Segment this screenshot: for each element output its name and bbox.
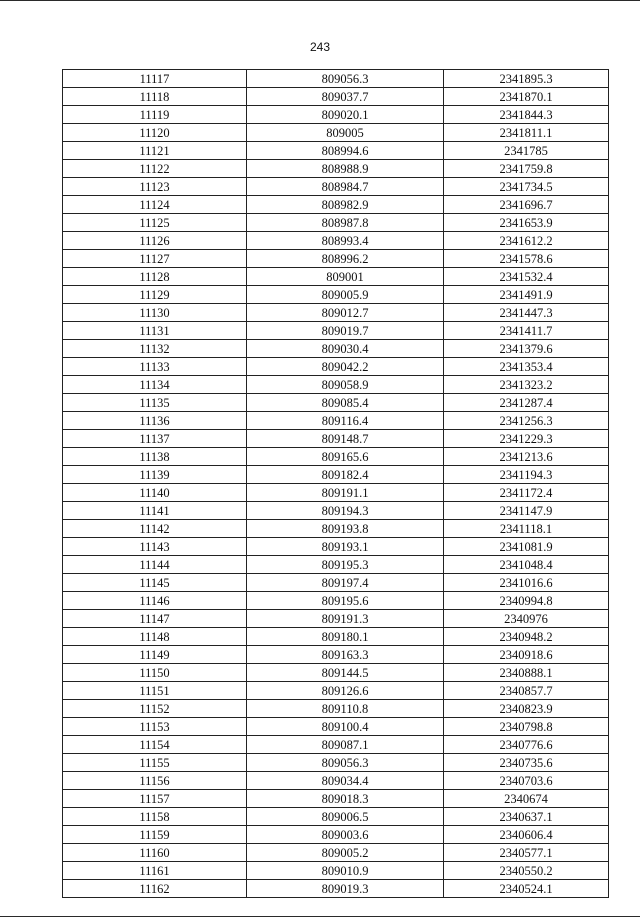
y-coordinate-cell: 2341411.7	[444, 322, 609, 340]
x-coordinate-cell: 809042.2	[247, 358, 444, 376]
x-coordinate-cell: 809163.3	[247, 646, 444, 664]
point-id-cell: 11135	[63, 394, 247, 412]
table-row	[63, 214, 609, 232]
table-row	[63, 304, 609, 322]
y-coordinate-cell: 2341172.4	[444, 484, 609, 502]
table-row	[63, 340, 609, 358]
y-coordinate-cell: 2340888.1	[444, 664, 609, 682]
x-coordinate-cell: 808988.9	[247, 160, 444, 178]
page-number: 243	[309, 40, 331, 54]
y-coordinate-cell: 2340857.7	[444, 682, 609, 700]
table-row	[63, 88, 609, 106]
y-coordinate-cell: 2340524.1	[444, 880, 609, 898]
y-coordinate-cell: 2340918.6	[444, 646, 609, 664]
x-coordinate-cell: 809087.1	[247, 736, 444, 754]
point-id-cell: 11126	[63, 232, 247, 250]
table-row	[63, 484, 609, 502]
point-id-cell: 11144	[63, 556, 247, 574]
point-id-cell: 11146	[63, 592, 247, 610]
table-row	[63, 808, 609, 826]
table-row	[63, 250, 609, 268]
point-id-cell: 11161	[63, 862, 247, 880]
table-row	[63, 844, 609, 862]
coordinates-table	[62, 69, 609, 898]
table-row	[63, 682, 609, 700]
y-coordinate-cell: 2341811.1	[444, 124, 609, 142]
point-id-cell: 11150	[63, 664, 247, 682]
x-coordinate-cell: 809195.6	[247, 592, 444, 610]
table-row	[63, 160, 609, 178]
point-id-cell: 11120	[63, 124, 247, 142]
table-row	[63, 502, 609, 520]
y-coordinate-cell: 2340823.9	[444, 700, 609, 718]
y-coordinate-cell: 2341734.5	[444, 178, 609, 196]
table-row	[63, 772, 609, 790]
y-coordinate-cell: 2341213.6	[444, 448, 609, 466]
point-id-cell: 11123	[63, 178, 247, 196]
point-id-cell: 11137	[63, 430, 247, 448]
x-coordinate-cell: 809056.3	[247, 754, 444, 772]
table-row	[63, 268, 609, 286]
y-coordinate-cell: 2341229.3	[444, 430, 609, 448]
table-row	[63, 790, 609, 808]
table-row	[63, 70, 609, 88]
table-row	[63, 124, 609, 142]
point-id-cell: 11121	[63, 142, 247, 160]
table-row	[63, 520, 609, 538]
y-coordinate-cell: 2340703.6	[444, 772, 609, 790]
table-row	[63, 700, 609, 718]
point-id-cell: 11136	[63, 412, 247, 430]
point-id-cell: 11134	[63, 376, 247, 394]
y-coordinate-cell: 2341491.9	[444, 286, 609, 304]
x-coordinate-cell: 809148.7	[247, 430, 444, 448]
x-coordinate-cell: 809003.6	[247, 826, 444, 844]
table-row	[63, 664, 609, 682]
point-id-cell: 11142	[63, 520, 247, 538]
x-coordinate-cell: 808993.4	[247, 232, 444, 250]
x-coordinate-cell: 809191.3	[247, 610, 444, 628]
table-row	[63, 574, 609, 592]
point-id-cell: 11138	[63, 448, 247, 466]
point-id-cell: 11156	[63, 772, 247, 790]
table-row	[63, 646, 609, 664]
point-id-cell: 11149	[63, 646, 247, 664]
point-id-cell: 11162	[63, 880, 247, 898]
table-row	[63, 322, 609, 340]
y-coordinate-cell: 2340976	[444, 610, 609, 628]
table-row	[63, 736, 609, 754]
scan-edge-top	[0, 0, 640, 1]
x-coordinate-cell: 809037.7	[247, 88, 444, 106]
y-coordinate-cell: 2341532.4	[444, 268, 609, 286]
y-coordinate-cell: 2340948.2	[444, 628, 609, 646]
x-coordinate-cell: 808987.8	[247, 214, 444, 232]
y-coordinate-cell: 2341118.1	[444, 520, 609, 538]
x-coordinate-cell: 808994.6	[247, 142, 444, 160]
point-id-cell: 11122	[63, 160, 247, 178]
x-coordinate-cell: 809058.9	[247, 376, 444, 394]
y-coordinate-cell: 2341785	[444, 142, 609, 160]
table-row	[63, 286, 609, 304]
table-row	[63, 178, 609, 196]
table-row	[63, 448, 609, 466]
y-coordinate-cell: 2341016.6	[444, 574, 609, 592]
y-coordinate-cell: 2341870.1	[444, 88, 609, 106]
x-coordinate-cell: 809005	[247, 124, 444, 142]
x-coordinate-cell: 809100.4	[247, 718, 444, 736]
y-coordinate-cell: 2340798.8	[444, 718, 609, 736]
table-row	[63, 880, 609, 898]
y-coordinate-cell: 2340577.1	[444, 844, 609, 862]
x-coordinate-cell: 809019.7	[247, 322, 444, 340]
x-coordinate-cell: 809110.8	[247, 700, 444, 718]
x-coordinate-cell: 809116.4	[247, 412, 444, 430]
point-id-cell: 11158	[63, 808, 247, 826]
x-coordinate-cell: 809012.7	[247, 304, 444, 322]
y-coordinate-cell: 2340674	[444, 790, 609, 808]
y-coordinate-cell: 2341353.4	[444, 358, 609, 376]
point-id-cell: 11151	[63, 682, 247, 700]
y-coordinate-cell: 2341194.3	[444, 466, 609, 484]
x-coordinate-cell: 809194.3	[247, 502, 444, 520]
table-row	[63, 610, 609, 628]
x-coordinate-cell: 809193.1	[247, 538, 444, 556]
y-coordinate-cell: 2341048.4	[444, 556, 609, 574]
x-coordinate-cell: 809001	[247, 268, 444, 286]
table-row	[63, 106, 609, 124]
y-coordinate-cell: 2340637.1	[444, 808, 609, 826]
x-coordinate-cell: 809018.3	[247, 790, 444, 808]
y-coordinate-cell: 2341895.3	[444, 70, 609, 88]
table-row	[63, 358, 609, 376]
point-id-cell: 11117	[63, 70, 247, 88]
y-coordinate-cell: 2341759.8	[444, 160, 609, 178]
point-id-cell: 11132	[63, 340, 247, 358]
x-coordinate-cell: 809034.4	[247, 772, 444, 790]
x-coordinate-cell: 808984.7	[247, 178, 444, 196]
point-id-cell: 11131	[63, 322, 247, 340]
x-coordinate-cell: 809006.5	[247, 808, 444, 826]
table-row	[63, 196, 609, 214]
point-id-cell: 11160	[63, 844, 247, 862]
x-coordinate-cell: 809182.4	[247, 466, 444, 484]
y-coordinate-cell: 2340776.6	[444, 736, 609, 754]
y-coordinate-cell: 2341379.6	[444, 340, 609, 358]
table-row	[63, 862, 609, 880]
x-coordinate-cell: 809005.2	[247, 844, 444, 862]
y-coordinate-cell: 2340550.2	[444, 862, 609, 880]
point-id-cell: 11147	[63, 610, 247, 628]
y-coordinate-cell: 2341256.3	[444, 412, 609, 430]
y-coordinate-cell: 2341696.7	[444, 196, 609, 214]
point-id-cell: 11159	[63, 826, 247, 844]
point-id-cell: 11152	[63, 700, 247, 718]
x-coordinate-cell: 809165.6	[247, 448, 444, 466]
x-coordinate-cell: 809030.4	[247, 340, 444, 358]
y-coordinate-cell: 2341081.9	[444, 538, 609, 556]
point-id-cell: 11125	[63, 214, 247, 232]
point-id-cell: 11127	[63, 250, 247, 268]
point-id-cell: 11118	[63, 88, 247, 106]
point-id-cell: 11128	[63, 268, 247, 286]
x-coordinate-cell: 809019.3	[247, 880, 444, 898]
x-coordinate-cell: 809085.4	[247, 394, 444, 412]
table-row	[63, 394, 609, 412]
point-id-cell: 11129	[63, 286, 247, 304]
point-id-cell: 11140	[63, 484, 247, 502]
table-row	[63, 556, 609, 574]
point-id-cell: 11143	[63, 538, 247, 556]
y-coordinate-cell: 2341287.4	[444, 394, 609, 412]
y-coordinate-cell: 2341147.9	[444, 502, 609, 520]
point-id-cell: 11139	[63, 466, 247, 484]
table-row	[63, 754, 609, 772]
point-id-cell: 11119	[63, 106, 247, 124]
point-id-cell: 11145	[63, 574, 247, 592]
table-row	[63, 826, 609, 844]
y-coordinate-cell: 2341653.9	[444, 214, 609, 232]
x-coordinate-cell: 809180.1	[247, 628, 444, 646]
point-id-cell: 11130	[63, 304, 247, 322]
point-id-cell: 11155	[63, 754, 247, 772]
y-coordinate-cell: 2340735.6	[444, 754, 609, 772]
x-coordinate-cell: 809195.3	[247, 556, 444, 574]
point-id-cell: 11124	[63, 196, 247, 214]
point-id-cell: 11148	[63, 628, 247, 646]
x-coordinate-cell: 809126.6	[247, 682, 444, 700]
table-row	[63, 628, 609, 646]
point-id-cell: 11141	[63, 502, 247, 520]
table-row	[63, 430, 609, 448]
x-coordinate-cell: 809197.4	[247, 574, 444, 592]
table-row	[63, 412, 609, 430]
table-row	[63, 232, 609, 250]
table-row	[63, 142, 609, 160]
x-coordinate-cell: 809056.3	[247, 70, 444, 88]
y-coordinate-cell: 2340994.8	[444, 592, 609, 610]
y-coordinate-cell: 2341323.2	[444, 376, 609, 394]
point-id-cell: 11133	[63, 358, 247, 376]
point-id-cell: 11157	[63, 790, 247, 808]
x-coordinate-cell: 808982.9	[247, 196, 444, 214]
y-coordinate-cell: 2341447.3	[444, 304, 609, 322]
point-id-cell: 11153	[63, 718, 247, 736]
x-coordinate-cell: 809191.1	[247, 484, 444, 502]
y-coordinate-cell: 2341578.6	[444, 250, 609, 268]
x-coordinate-cell: 808996.2	[247, 250, 444, 268]
x-coordinate-cell: 809005.9	[247, 286, 444, 304]
x-coordinate-cell: 809144.5	[247, 664, 444, 682]
table-body	[63, 70, 609, 898]
table-row	[63, 466, 609, 484]
y-coordinate-cell: 2341844.3	[444, 106, 609, 124]
y-coordinate-cell: 2340606.4	[444, 826, 609, 844]
x-coordinate-cell: 809010.9	[247, 862, 444, 880]
x-coordinate-cell: 809193.8	[247, 520, 444, 538]
x-coordinate-cell: 809020.1	[247, 106, 444, 124]
point-id-cell: 11154	[63, 736, 247, 754]
table-row	[63, 376, 609, 394]
table-row	[63, 592, 609, 610]
table-row	[63, 718, 609, 736]
table-row	[63, 538, 609, 556]
y-coordinate-cell: 2341612.2	[444, 232, 609, 250]
